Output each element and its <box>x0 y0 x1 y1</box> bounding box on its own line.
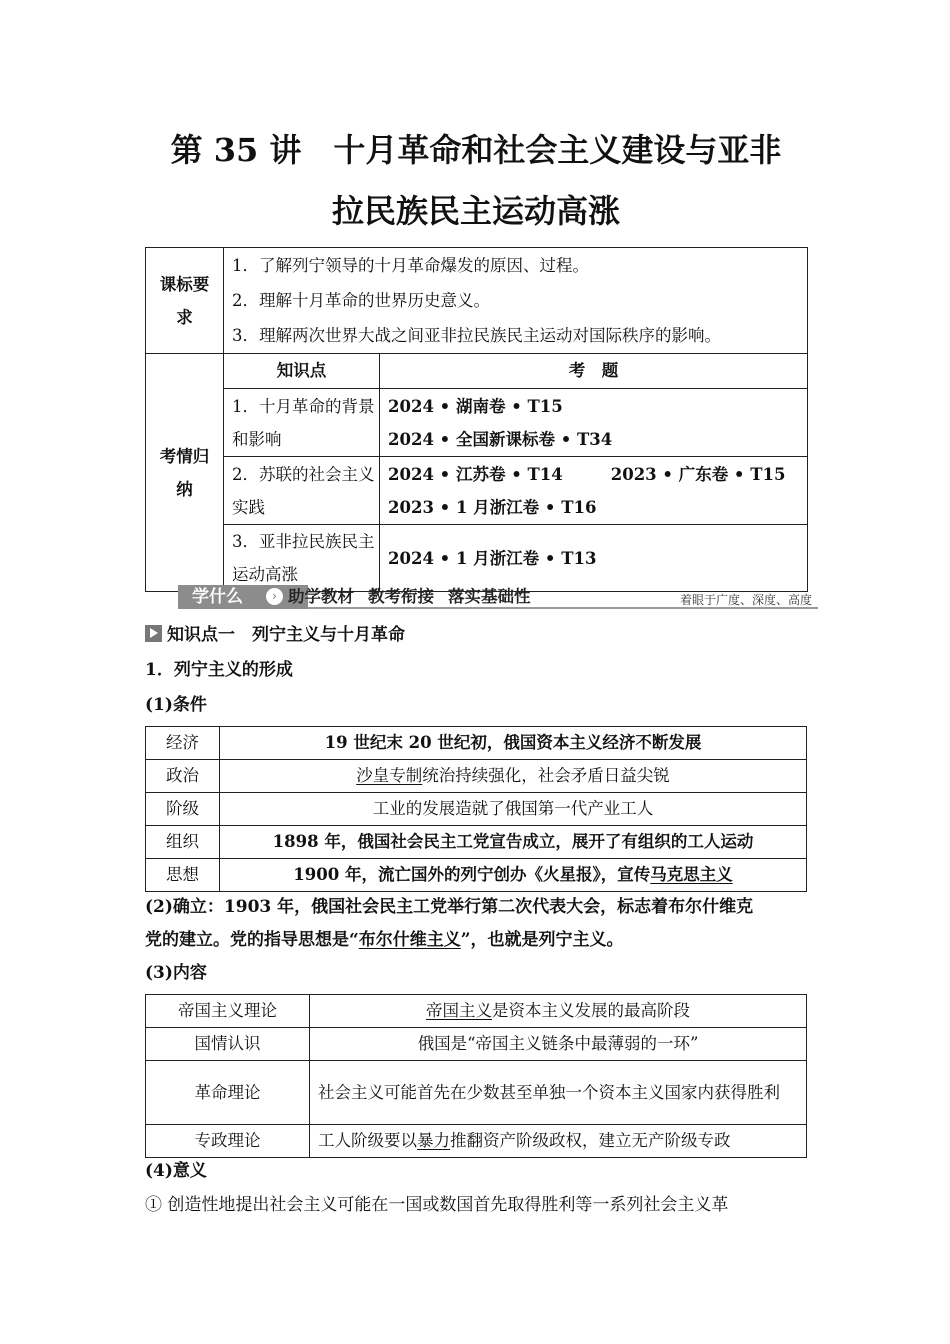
banner-tag: 学什么 <box>178 585 308 609</box>
exam-label: 考情归纳 <box>146 354 224 592</box>
condition-value: 19 世纪末 20 世纪初，俄国资本主义经济不断发展 <box>220 727 807 760</box>
condition-key: 思想 <box>146 859 220 892</box>
content-key: 国情认识 <box>146 1028 310 1061</box>
conditions-label: (1)条件 <box>145 695 207 715</box>
standard-item: 3．理解两次世界大战之间亚非拉民族民主运动对国际秩序的影响。 <box>232 326 721 345</box>
condition-key: 阶级 <box>146 793 220 826</box>
conditions-table <box>145 726 807 892</box>
content-value: 帝国主义是资本主义发展的最高阶段 <box>310 995 807 1028</box>
page-title-line-2: 拉民族民主运动高涨 <box>331 192 620 230</box>
meaning-item: ① 创造性地提出社会主义可能在一国或数国首先取得胜利等一系列社会主义革 <box>145 1195 729 1215</box>
content-value: 社会主义可能首先在少数甚至单独一个资本主义国家内获得胜利 <box>310 1061 807 1125</box>
standards-cell <box>224 248 808 354</box>
meaning-label: (4)意义 <box>145 1161 207 1181</box>
content-key: 专政理论 <box>146 1125 310 1158</box>
condition-value: 工业的发展造就了俄国第一代产业工人 <box>220 793 807 826</box>
condition-key: 政治 <box>146 760 220 793</box>
standards-label: 课标要求 <box>146 248 224 354</box>
establish-paragraph-line-2: 党的建立。党的指导思想是“布尔什维主义”，也就是列宁主义。 <box>145 930 624 950</box>
contents-table <box>145 994 807 1158</box>
content-value: 工人阶级要以暴力推翻资产阶级政权，建立无产阶级专政 <box>310 1125 807 1158</box>
exam-cell: 2024 • 1 月浙江卷 • T13 <box>380 525 808 592</box>
condition-value: 1898 年，俄国社会民主工党宣告成立，展开了有组织的工人运动 <box>220 826 807 859</box>
condition-key: 组织 <box>146 826 220 859</box>
banner-slogan: 着眼于广度、深度、高度 <box>679 593 812 607</box>
section-heading: 知识点一 列宁主义与十月革命 <box>145 620 405 650</box>
establish-paragraph-line-1: (2)确立：1903 年，俄国社会民主工党举行第二次代表大会，标志着布尔什维克 <box>145 897 754 917</box>
standard-item: 1．了解列宁领导的十月革命爆发的原因、过程。 <box>232 256 589 275</box>
content-value: 俄国是“帝国主义链条中最薄弱的一环” <box>310 1028 807 1061</box>
page-title-line-1: 第 35 讲 十月革命和社会主义建设与亚非 <box>170 131 782 169</box>
exam-cell: 2024 • 江苏卷 • T14 2023 • 广东卷 • T15 2023 • 1 月浙江卷 • T16 <box>380 457 808 525</box>
subsection-title: 1．列宁主义的形成 <box>145 660 293 680</box>
knowledge-point: 1．十月革命的背景和影响 <box>224 389 380 457</box>
play-icon <box>145 625 162 642</box>
condition-key: 经济 <box>146 727 220 760</box>
banner-items: 助学教材 教考衔接 落实基础性 <box>288 587 531 606</box>
exam-column-header: 考 题 <box>380 354 808 389</box>
overview-table <box>145 247 808 592</box>
content-key: 帝国主义理论 <box>146 995 310 1028</box>
contents-label: (3)内容 <box>145 963 207 983</box>
condition-value: 沙皇专制统治持续强化，社会矛盾日益尖锐 <box>220 760 807 793</box>
content-key: 革命理论 <box>146 1061 310 1125</box>
knowledge-point: 2．苏联的社会主义实践 <box>224 457 380 525</box>
knowledge-column-header: 知识点 <box>224 354 380 389</box>
standard-item: 2．理解十月革命的世界历史意义。 <box>232 291 490 310</box>
section-banner <box>178 585 818 611</box>
knowledge-point: 3．亚非拉民族民主运动高涨 <box>224 525 380 592</box>
condition-value: 1900 年，流亡国外的列宁创办《火星报》，宣传马克思主义 <box>220 859 807 892</box>
exam-cell: 2024 • 湖南卷 • T152024 • 全国新课标卷 • T34 <box>380 389 808 457</box>
chevron-right-icon: › <box>266 588 283 605</box>
